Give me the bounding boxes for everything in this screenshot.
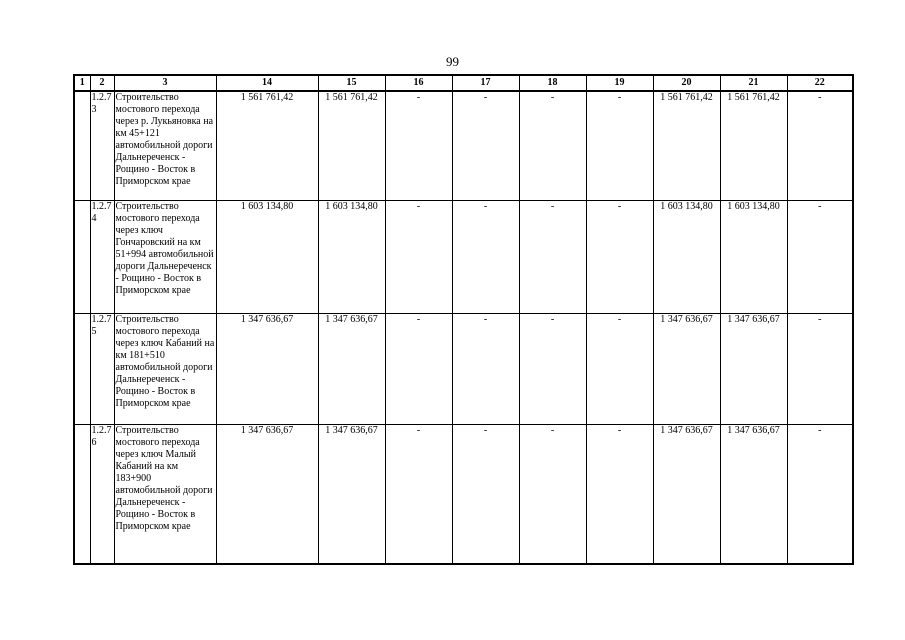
cell-col-14: 1 347 636,67	[216, 314, 318, 425]
cell-col-16: -	[385, 91, 452, 201]
cell-col-16: -	[385, 201, 452, 314]
cell-col-15: 1 347 636,67	[318, 425, 385, 565]
table-row	[74, 201, 853, 314]
cell-col-1	[74, 314, 90, 425]
cell-col-18: -	[519, 91, 586, 201]
cell-col-1	[74, 201, 90, 314]
header-col-1: 1	[74, 75, 90, 91]
cell-item-name: Строительство мостового перехода через ключ Малый Кабаний на км 183+900 автомобильной дороги Дальнереченск - Рощино - Восток в Приморском крае	[114, 425, 216, 565]
cell-col-20: 1 561 761,42	[653, 91, 720, 201]
cell-col-22: -	[787, 314, 853, 425]
page-number: 99	[446, 54, 459, 69]
cell-col-16: -	[385, 425, 452, 565]
cell-col-15: 1 603 134,80	[318, 201, 385, 314]
cell-col-18: -	[519, 314, 586, 425]
cell-col-20: 1 603 134,80	[653, 201, 720, 314]
cell-col-19: -	[586, 425, 653, 565]
cell-col-22: -	[787, 201, 853, 314]
cell-col-14: 1 603 134,80	[216, 201, 318, 314]
cell-item-number: 1.2.7 5	[90, 314, 114, 425]
cell-col-21: 1 347 636,67	[720, 314, 787, 425]
cell-col-20: 1 347 636,67	[653, 314, 720, 425]
cell-item-number: 1.2.7 4	[90, 201, 114, 314]
cell-col-14: 1 561 761,42	[216, 91, 318, 201]
cell-item-number: 1.2.7 3	[90, 91, 114, 201]
header-col-2: 2	[90, 75, 114, 91]
cell-col-22: -	[787, 91, 853, 201]
cell-col-21: 1 347 636,67	[720, 425, 787, 565]
cell-col-17: -	[452, 91, 519, 201]
cell-col-17: -	[452, 425, 519, 565]
cell-col-21: 1 603 134,80	[720, 201, 787, 314]
cell-col-19: -	[586, 91, 653, 201]
cell-col-15: 1 347 636,67	[318, 314, 385, 425]
header-col-19: 19	[586, 75, 653, 91]
cell-col-19: -	[586, 314, 653, 425]
header-col-14: 14	[216, 75, 318, 91]
header-col-21: 21	[720, 75, 787, 91]
cell-item-number: 1.2.7 6	[90, 425, 114, 565]
cell-col-22: -	[787, 425, 853, 565]
header-col-22: 22	[787, 75, 853, 91]
table-row	[74, 425, 853, 565]
table-row	[74, 314, 853, 425]
cell-col-18: -	[519, 201, 586, 314]
header-col-3: 3	[114, 75, 216, 91]
cell-col-20: 1 347 636,67	[653, 425, 720, 565]
header-col-17: 17	[452, 75, 519, 91]
header-col-16: 16	[385, 75, 452, 91]
cell-col-17: -	[452, 314, 519, 425]
cell-col-1	[74, 91, 90, 201]
cell-col-19: -	[586, 201, 653, 314]
header-col-15: 15	[318, 75, 385, 91]
cell-item-name: Строительство мостового перехода через ключ Кабаний на км 181+510 автомобильной дороги Дальнереченск - Рощино - Восток в Приморском крае	[114, 314, 216, 425]
cell-col-16: -	[385, 314, 452, 425]
data-table	[73, 74, 854, 565]
cell-col-21: 1 561 761,42	[720, 91, 787, 201]
header-col-18: 18	[519, 75, 586, 91]
table-row	[74, 91, 853, 201]
cell-col-1	[74, 425, 90, 565]
cell-col-18: -	[519, 425, 586, 565]
table-header	[74, 75, 853, 91]
cell-item-name: Строительство мостового перехода через р. Лукьяновка на км 45+121 автомобильной дороги Дальнереченск - Рощино - Восток в Приморском крае	[114, 91, 216, 201]
header-col-20: 20	[653, 75, 720, 91]
cell-col-15: 1 561 761,42	[318, 91, 385, 201]
cell-col-17: -	[452, 201, 519, 314]
cell-col-14: 1 347 636,67	[216, 425, 318, 565]
header-row	[74, 75, 853, 91]
cell-item-name: Строительство мостового перехода через ключ Гончаровский на км 51+994 автомобильной дороги Дальнереченск - Рощино - Восток в Приморском крае	[114, 201, 216, 314]
